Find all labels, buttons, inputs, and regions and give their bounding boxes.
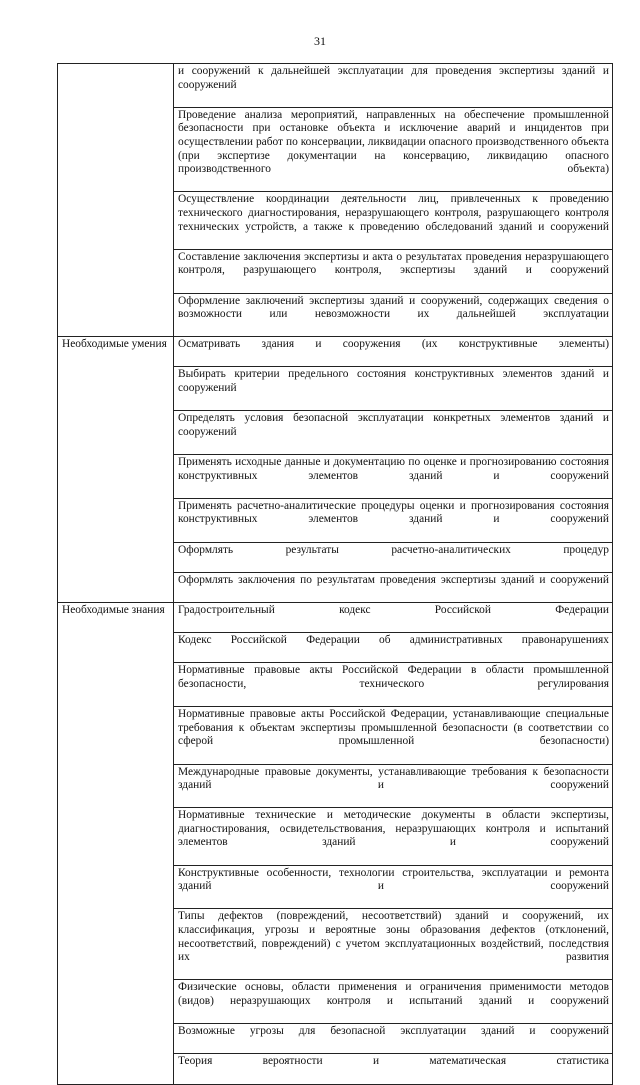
section-label-skills: Необходимые умения	[58, 337, 174, 603]
list-item: Определять условия безопасной эксплуатации конкретных элементов зданий и сооружений	[174, 411, 613, 455]
list-item: Теория вероятности и математическая статистика	[174, 1054, 613, 1084]
section-label	[58, 64, 174, 337]
list-item: Осуществление координации деятельности лиц, привлеченных к проведению технического диагностирования, неразрушающего контроля, разрушающего контроля технических устройств, а также к проведению обследований зданий и сооружений	[174, 192, 613, 249]
list-item: Оформление заключений экспертизы зданий и сооружений, содержащих сведения о возможности или невозможности их дальнейшей эксплуатации	[174, 293, 613, 337]
list-item: Кодекс Российской Федерации об административных правонарушениях	[174, 633, 613, 663]
list-item: Проведение анализа мероприятий, направленных на обеспечение промышленной безопасности при остановке объекта и исключение аварий и инцидентов при осуществлении работ по консервации, ликвидации опасного производственного объекта (при экспертизе документации на консервацию, ликвидацию опасного производственного объекта)	[174, 107, 613, 192]
list-item: Выбирать критерии предельного состояния конструктивных элементов зданий и сооружений	[174, 367, 613, 411]
list-item: Конструктивные особенности, технологии строительства, эксплуатации и ремонта зданий и сооружений	[174, 865, 613, 909]
list-item: Нормативные правовые акты Российской Федерации в области промышленной безопасности, технического регулирования	[174, 663, 613, 707]
list-item: Применять расчетно-аналитические процедуры оценки и прогнозирования состояния конструктивных элементов зданий и сооружений	[174, 498, 613, 542]
list-item: Составление заключения экспертизы и акта о результатах проведения неразрушающего контроля, разрушающего контроля, экспертизы зданий и сооружений	[174, 249, 613, 293]
list-item: Возможные угрозы для безопасной эксплуатации зданий и сооружений	[174, 1024, 613, 1054]
list-item: Физические основы, области применения и ограничения применимости методов (видов) неразрушающих контроля и испытаний зданий и сооружений	[174, 980, 613, 1024]
list-item: Градостроительный кодекс Российской Федерации	[174, 602, 613, 632]
list-item: Нормативные правовые акты Российской Федерации, устанавливающие специальные требования к объектам экспертизы промышленной безопасности (в соответствии со сферой промышленной безопасности)	[174, 707, 613, 764]
table-row	[58, 337, 613, 367]
list-item: Типы дефектов (повреждений, несоответствий) зданий и сооружений, их классификация, угрозы и вероятные зоны образования дефектов (отклонений, несоответствий, повреждений) с учетом эксплуатационных воздействий, последствия их развития	[174, 909, 613, 980]
table-row	[58, 602, 613, 632]
list-item: Оформлять заключения по результатам проведения экспертизы зданий и сооружений	[174, 572, 613, 602]
table-row	[58, 64, 613, 108]
list-item: Нормативные технические и методические документы в области экспертизы, диагностирования, освидетельствования, неразрушающих контроля и испытаний элементов зданий и сооружений	[174, 808, 613, 865]
list-item: Осматривать здания и сооружения (их конструктивные элементы)	[174, 337, 613, 367]
page-number: 31	[314, 34, 326, 48]
list-item: Оформлять результаты расчетно-аналитических процедур	[174, 542, 613, 572]
section-label-knowledge: Необходимые знания	[58, 602, 174, 1084]
qualification-table	[57, 63, 613, 1085]
list-item: Международные правовые документы, устанавливающие требования к безопасности зданий и сооружений	[174, 764, 613, 808]
list-item: и сооружений к дальнейшей эксплуатации для проведения экспертизы зданий и сооружений	[174, 64, 613, 108]
list-item: Применять исходные данные и документацию по оценке и прогнозированию состояния конструктивных элементов зданий и сооружений	[174, 455, 613, 499]
